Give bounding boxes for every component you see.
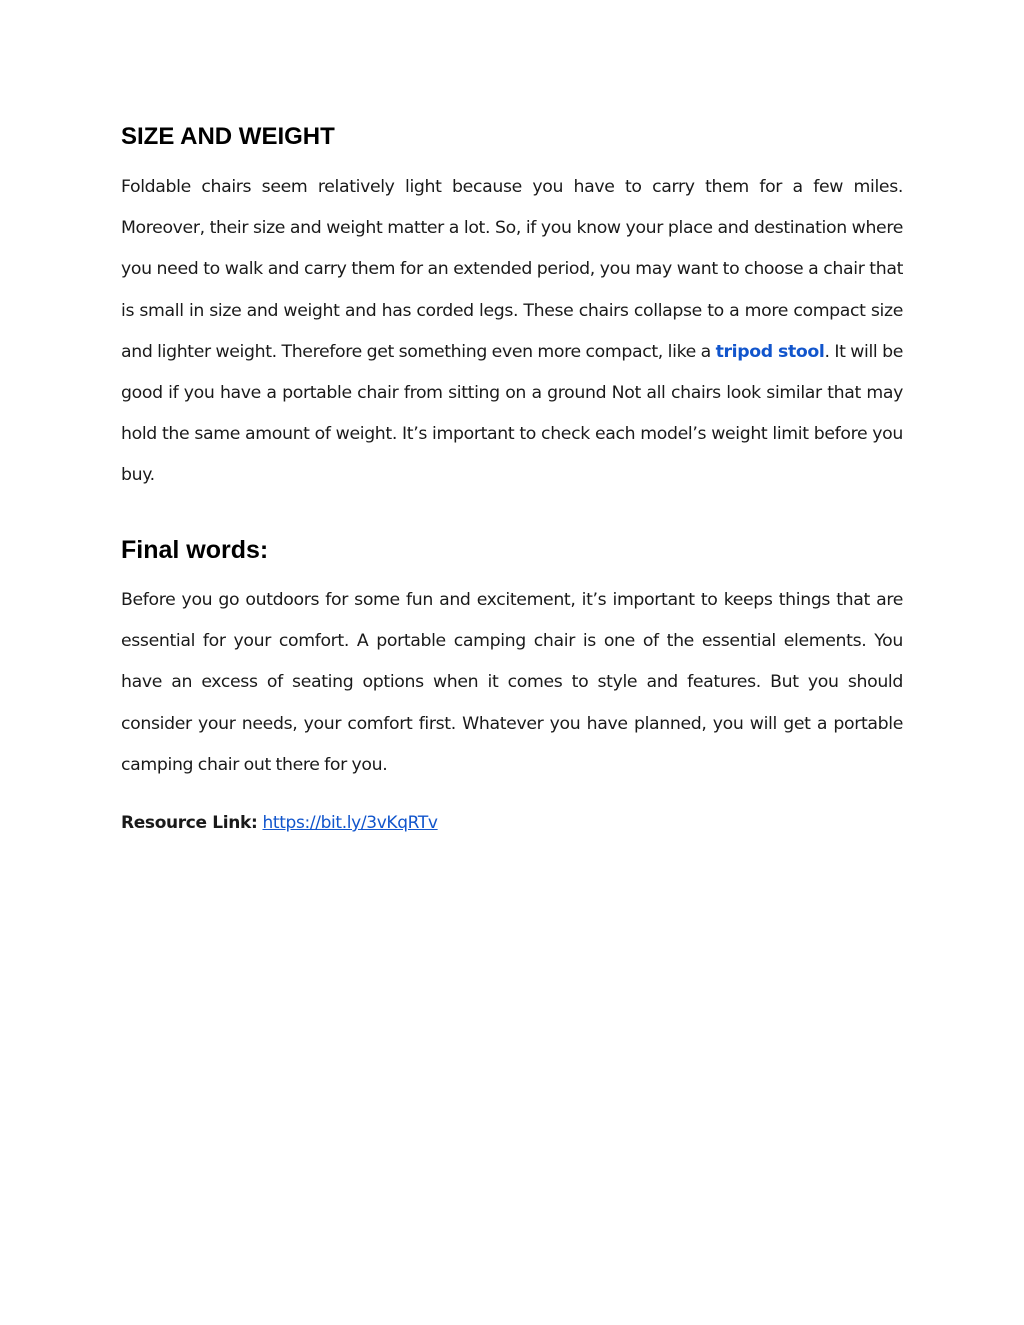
size-and-weight-paragraph xyxy=(121,167,903,497)
resource-url-link[interactable]: https://bit.ly/3vKqRTv xyxy=(262,813,438,833)
paragraph-text-after-link: . It will be good if you have a portable chair from sitting on a ground Not all chairs look similar that may hold the same amount of weight. It’s important to check each model’s weight limit before you buy. xyxy=(121,341,903,486)
final-words-paragraph: Before you go outdoors for some fun and excitement, it’s important to keeps things that are essential for your comfort. A portable camping chair is one of the essential elements. You have an excess of seating options when it comes to style and features. But you should consider your needs, your comfort first. Whatever you have planned, you will get a portable camping chair out there for you. xyxy=(121,590,903,775)
section-heading-size-and-weight: SIZE AND WEIGHT xyxy=(121,123,335,150)
section-heading-final-words: Final words: xyxy=(121,536,269,564)
resource-link-line xyxy=(121,810,438,836)
resource-link-label: Resource Link: xyxy=(121,813,258,833)
tripod-stool-link[interactable]: tripod stool xyxy=(715,341,825,362)
paragraph-text-before-link: Foldable chairs seem relatively light because you have to carry them for a few miles. Moreover, their size and weight matter a lot. So, if you know your place and destination where you need to walk and carry them for an extended period, you may want to choose a chair that is small in size and weight and has corded legs. These chairs collapse to a more compact size and lighter weight. Therefore get something even more compact, like a xyxy=(121,177,903,362)
